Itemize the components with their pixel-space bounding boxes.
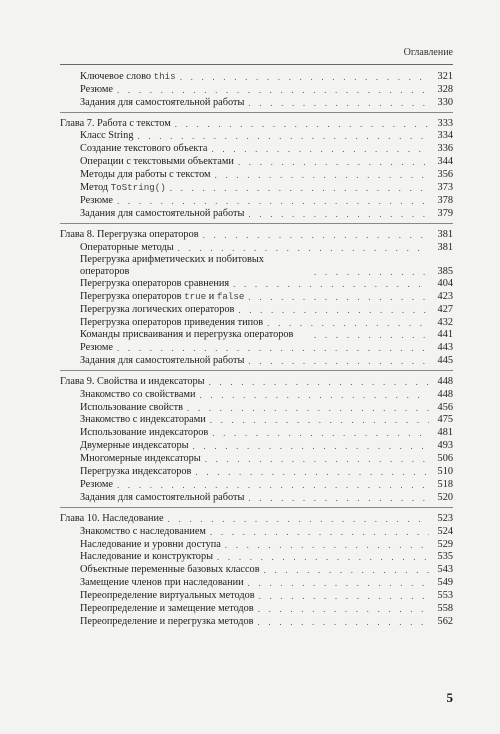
title-text: Метод <box>80 182 111 194</box>
toc-page-number: 443 <box>437 342 453 354</box>
toc-page-number: 441 <box>437 329 453 341</box>
toc-section-entry <box>60 388 453 401</box>
toc-entry-title <box>80 130 133 142</box>
title-text: Резюме <box>80 194 113 206</box>
title-text: и <box>206 291 217 303</box>
toc-section-entry <box>60 551 453 564</box>
toc-entry-title <box>80 440 189 452</box>
toc-section-entry <box>60 478 453 491</box>
title-text: Перегрузка логических операторов <box>80 304 235 316</box>
running-head: Оглавление <box>403 47 453 58</box>
title-text: Перегрузка индексаторов <box>80 466 192 478</box>
title-text: Глава 10. Наследование <box>60 512 164 524</box>
title-text: Ключевое слово <box>80 70 154 82</box>
toc-section-entry <box>60 96 453 109</box>
title-text: Задания для самостоятельной работы <box>80 491 245 503</box>
toc-section-entry <box>60 207 453 220</box>
toc-page-number: 333 <box>437 117 453 129</box>
toc-section-entry <box>60 168 453 181</box>
toc-section-entry <box>60 589 453 602</box>
toc-entry-title <box>80 97 244 109</box>
toc-page-number: 373 <box>437 182 453 194</box>
toc-page-number: 432 <box>437 317 453 329</box>
title-text: Наследование и уровни доступа <box>80 538 221 550</box>
title-text: Перегрузка операторов приведения типов <box>80 317 264 329</box>
section-divider <box>60 112 453 113</box>
dot-leader <box>238 156 429 168</box>
section-divider <box>60 507 453 508</box>
toc-section-entry <box>60 414 453 427</box>
dot-leader <box>259 590 429 602</box>
toc-entry-title <box>80 208 244 220</box>
toc-page-number: 378 <box>437 194 453 206</box>
title-text: Создание текстового объекта <box>80 143 208 155</box>
toc-page-number: 493 <box>437 440 453 452</box>
title-text: Перегрузка операторов <box>80 291 185 303</box>
title-text: Операции с текстовыми объектами <box>80 156 234 168</box>
section-divider <box>60 370 453 371</box>
toc-entry-title <box>80 427 208 439</box>
title-text: Двумерные индексаторы <box>80 440 189 452</box>
toc-section-entry <box>60 155 453 168</box>
toc-entry-title <box>80 616 254 628</box>
title-text: Использование индексаторов <box>80 427 209 439</box>
toc-chapter-entry <box>60 512 453 525</box>
toc-page-number: 423 <box>437 291 453 303</box>
toc-page-number: 518 <box>437 478 453 490</box>
title-text: Знакомство с наследованием <box>80 525 206 537</box>
toc-chapter-entry <box>60 117 453 130</box>
toc-chapter-entry <box>60 228 453 241</box>
dot-leader <box>210 414 429 426</box>
dot-leader <box>180 71 429 83</box>
dot-leader <box>248 492 429 504</box>
title-text: Переопределение и замещение методов <box>80 602 254 614</box>
toc-entry-title <box>80 389 195 401</box>
toc-section-entry <box>60 83 453 96</box>
toc-entry-title <box>80 590 255 602</box>
toc-page-number: 336 <box>437 143 453 155</box>
title-text: Знакомство со свойствами <box>80 388 196 400</box>
code-term: false <box>216 291 245 303</box>
toc-page-number: 549 <box>437 577 453 589</box>
code-term: this <box>153 70 176 82</box>
toc-page-number: 381 <box>437 241 453 253</box>
dot-leader <box>205 453 429 465</box>
toc-page-number: 328 <box>437 83 453 95</box>
dot-leader <box>248 577 429 589</box>
dot-leader <box>137 130 429 142</box>
dot-leader <box>264 564 429 576</box>
toc-page-number: 481 <box>437 427 453 439</box>
toc-entry-title <box>80 492 244 504</box>
toc-entry-title <box>80 317 263 329</box>
toc-entry-title <box>80 84 113 96</box>
toc-entry-title <box>80 466 191 478</box>
toc-entry-title <box>60 118 171 130</box>
toc-section-entry <box>60 181 453 194</box>
toc-page-number: 510 <box>437 466 453 478</box>
toc-page-number: 385 <box>437 265 453 277</box>
page-number: 5 <box>446 690 453 705</box>
toc-section-entry <box>60 525 453 538</box>
toc-section-entry <box>60 341 453 354</box>
toc-page-number: 381 <box>437 228 453 240</box>
toc-entry-title <box>80 414 206 426</box>
dot-leader <box>195 466 429 478</box>
toc-section-entry <box>60 465 453 478</box>
dot-leader <box>193 440 429 452</box>
toc-entry-title <box>80 143 208 155</box>
toc-entry-title <box>80 182 166 194</box>
toc-section-entry <box>60 439 453 452</box>
toc-entry-title <box>80 342 113 354</box>
toc-page-number: 404 <box>437 278 453 290</box>
toc-entry-title <box>60 229 199 241</box>
dot-leader <box>238 304 429 316</box>
dot-leader <box>199 389 429 401</box>
toc-page-number: 330 <box>437 96 453 108</box>
toc-entry-title <box>80 291 244 303</box>
title-text: Задания для самостоятельной работы <box>80 96 245 108</box>
toc-page-number: 344 <box>437 156 453 168</box>
title-text: Команды присваивания и перегрузка операторов <box>80 329 294 341</box>
title-text: Глава 7. Работа с текстом <box>60 117 171 129</box>
toc-page-number: 356 <box>437 169 453 181</box>
toc-page-number: 562 <box>437 615 453 627</box>
dot-leader <box>217 551 429 563</box>
toc-entry-title <box>80 564 260 576</box>
toc-page-number: 553 <box>437 590 453 602</box>
code-term: true <box>184 291 207 303</box>
title-text: Резюме <box>80 342 113 354</box>
toc-section-entry <box>60 563 453 576</box>
dot-leader <box>314 329 429 341</box>
title-text: Задания для самостоятельной работы <box>80 207 245 219</box>
toc-section-entry <box>60 602 453 615</box>
toc-section-entry <box>60 576 453 589</box>
toc-entry-title <box>80 195 113 207</box>
toc-entry-title <box>80 577 244 589</box>
toc-page-number: 321 <box>437 70 453 82</box>
dot-leader <box>209 376 429 388</box>
toc-section-entry <box>60 316 453 329</box>
dot-leader <box>117 84 429 96</box>
title-text: Перегрузка операторов сравнения <box>80 278 230 290</box>
toc-entry-title <box>80 254 310 278</box>
title-text: Использование свойств <box>80 401 183 413</box>
toc-section-entry <box>60 290 453 303</box>
dot-leader <box>210 526 429 538</box>
title-text: Операторные методы <box>80 241 174 253</box>
toc-section-entry <box>60 329 453 341</box>
toc-page-number: 379 <box>437 207 453 219</box>
dot-leader <box>178 242 429 254</box>
toc-entry-title <box>60 376 205 388</box>
toc-entry-title <box>80 355 244 367</box>
toc-section-entry <box>60 538 453 551</box>
title-text: Глава 9. Свойства и индексаторы <box>60 375 205 387</box>
dot-leader <box>248 355 429 367</box>
toc-section-entry <box>60 278 453 291</box>
dot-leader <box>258 603 429 615</box>
toc-entry-title <box>80 526 206 538</box>
toc-section-entry <box>60 130 453 143</box>
title-text: Задания для самостоятельной работы <box>80 354 245 366</box>
toc-section-entry <box>60 241 453 254</box>
toc-page-number: 524 <box>437 525 453 537</box>
dot-leader <box>225 539 429 551</box>
header-rule <box>60 64 453 65</box>
dot-leader <box>175 118 429 130</box>
dot-leader <box>314 266 429 278</box>
toc-chapter-entry <box>60 375 453 388</box>
toc-page-number: 334 <box>437 130 453 142</box>
dot-leader <box>212 143 430 155</box>
title-text: Замещение членов при наследовании <box>80 577 244 589</box>
toc-section-entry <box>60 426 453 439</box>
toc-section-entry <box>60 452 453 465</box>
dot-leader <box>248 97 429 109</box>
toc-entry-title <box>80 71 176 83</box>
title-text: Переопределение и перегрузка методов <box>80 615 254 627</box>
toc-page-number: 448 <box>437 375 453 387</box>
dot-leader <box>248 291 429 303</box>
dot-leader <box>258 616 429 628</box>
dot-leader <box>248 208 429 220</box>
title-text: Наследование и конструкторы <box>80 551 214 563</box>
title-text: Резюме <box>80 83 113 95</box>
dot-leader <box>117 479 429 491</box>
toc-page-number: 506 <box>437 453 453 465</box>
title-text: Знакомство с индексаторами <box>80 414 206 426</box>
toc-section-entry <box>60 303 453 316</box>
toc-page-number: 445 <box>437 354 453 366</box>
toc-page-number: 456 <box>437 401 453 413</box>
toc-entry-title <box>80 278 229 290</box>
title-text: Методы для работы с текстом <box>80 169 211 181</box>
toc-page-number: 427 <box>437 304 453 316</box>
toc-entry-title <box>80 453 201 465</box>
toc-page-number: 523 <box>437 512 453 524</box>
toc-entry-title <box>60 513 164 525</box>
toc-entry-title <box>80 156 234 168</box>
toc-entry-title <box>80 329 310 341</box>
dot-leader <box>117 342 429 354</box>
toc-entry-title <box>80 169 211 181</box>
title-text: Объектные переменные базовых классов <box>80 564 260 576</box>
toc-section-entry <box>60 142 453 155</box>
toc-entry-title <box>80 551 213 563</box>
title-text: Резюме <box>80 478 113 490</box>
toc-section-entry <box>60 194 453 207</box>
dot-leader <box>187 402 429 414</box>
dot-leader <box>170 182 429 194</box>
dot-leader <box>212 427 429 439</box>
toc-page-number: 475 <box>437 414 453 426</box>
title-text: Перегрузка арифметических и побитовых операторов <box>80 253 264 277</box>
toc-entry-title <box>80 242 174 254</box>
dot-leader <box>203 229 429 241</box>
title-text: Переопределение виртуальных методов <box>80 590 255 602</box>
toc-page-number: 520 <box>437 491 453 503</box>
toc-page-number: 535 <box>437 551 453 563</box>
code-term: ToString() <box>110 182 166 194</box>
toc-section-entry <box>60 401 453 414</box>
toc-entry-title <box>80 479 113 491</box>
dot-leader <box>215 169 429 181</box>
dot-leader <box>233 278 429 290</box>
toc-section-entry <box>60 615 453 628</box>
toc-entry-title <box>80 539 221 551</box>
toc-section-entry <box>60 254 453 278</box>
dot-leader <box>267 317 429 329</box>
dot-leader <box>168 513 429 525</box>
toc-section-entry <box>60 491 453 504</box>
title-text: Многомерные индексаторы <box>80 453 201 465</box>
toc-page-number: 529 <box>437 538 453 550</box>
section-divider <box>60 223 453 224</box>
toc-section-entry <box>60 354 453 367</box>
title-text: Глава 8. Перегрузка операторов <box>60 228 199 240</box>
toc-page-number: 558 <box>437 602 453 614</box>
toc-page-number: 543 <box>437 564 453 576</box>
toc-section-entry <box>60 70 453 83</box>
toc-entry-title <box>80 304 234 316</box>
toc-page-number: 448 <box>437 388 453 400</box>
toc-entry-title <box>80 402 183 414</box>
dot-leader <box>117 195 429 207</box>
table-of-contents <box>60 70 453 628</box>
toc-entry-title <box>80 603 254 615</box>
title-text: Класс String <box>80 130 134 142</box>
